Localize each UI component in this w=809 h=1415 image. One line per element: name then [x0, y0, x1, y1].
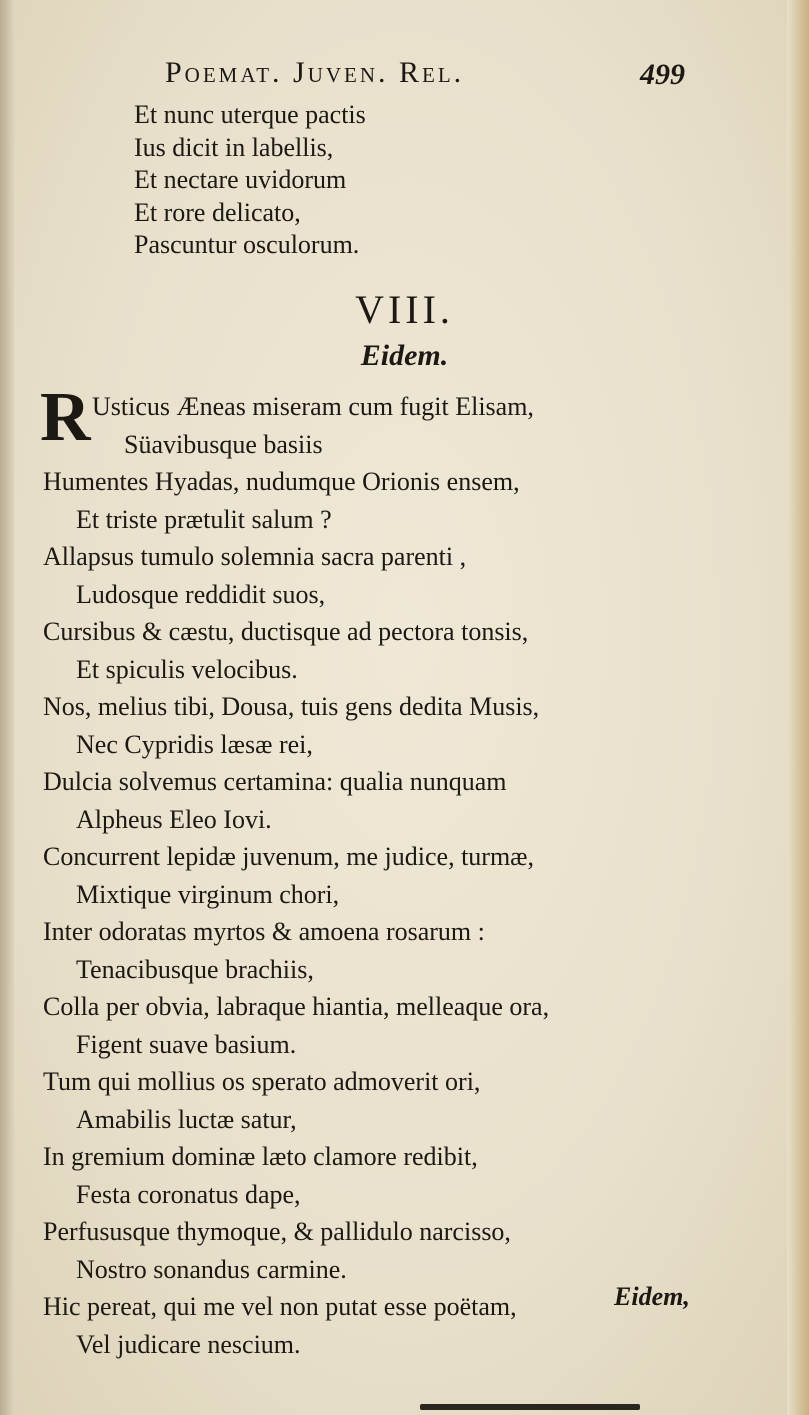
poem-line: Dulcia solvemus certamina: qualia nunquam: [43, 767, 507, 796]
poem-line: Allapsus tumulo solemnia sacra parenti ,: [43, 542, 467, 571]
opening-verse: [134, 99, 366, 262]
poem-line: Tum qui mollius os sperato admoverit ori,: [43, 1067, 481, 1096]
poem-line: Figent suave basium.: [76, 1029, 297, 1059]
bottom-page-edge: [420, 1404, 640, 1410]
poem-line: Ludosque reddidit suos,: [76, 579, 326, 609]
page-edge-shadow: [787, 0, 809, 1415]
poem-line: Et triste prætulit salum ?: [76, 504, 332, 534]
page-gutter-shadow: [0, 0, 14, 1415]
running-head: Poemat. Juven. Rel.: [165, 56, 465, 89]
page-number: 499: [640, 58, 685, 91]
poem-line: Hic pereat, qui me vel non putat esse poëtam,: [43, 1292, 517, 1321]
poem-line: Vel judicare nescium.: [76, 1329, 301, 1359]
poem-line: Concurrent lepidæ juvenum, me judice, turmæ,: [43, 842, 535, 871]
poem-lines: [40, 379, 760, 1363]
page-header: [0, 52, 809, 96]
verse-line: Et nectare uvidorum: [134, 165, 347, 194]
catchword: Eidem,: [614, 1282, 690, 1311]
verse-line: Et nunc uterque pactis: [134, 100, 366, 129]
section-title: Eidem.: [360, 339, 449, 372]
poem-line: Alpheus Eleo Iovi.: [76, 804, 272, 834]
poem-line: Colla per obvia, labraque hiantia, melleaque ora,: [43, 992, 550, 1021]
section-numeral: VIII.: [355, 287, 454, 332]
poem-line: Usticus Æneas miseram cum fugit Elisam,: [92, 392, 534, 421]
poem-line: Cursibus & cæstu, ductisque ad pectora tonsis,: [43, 617, 529, 646]
poem-line: Mixtique virginum chori,: [76, 879, 340, 909]
verse-line: Ius dicit in labellis,: [134, 132, 334, 162]
verse-line: Pascuntur osculorum.: [134, 230, 360, 259]
poem-line: Nec Cypridis læsæ rei,: [76, 729, 313, 759]
poem-line: Et spiculis velocibus.: [76, 654, 298, 684]
poem-line: Humentes Hyadas, nudumque Orionis ensem,: [43, 467, 520, 496]
poem-line: Tenacibusque brachiis,: [76, 954, 314, 984]
poem-line: Nos, melius tibi, Dousa, tuis gens dedita Musis,: [43, 692, 540, 721]
poem-line: In gremium dominæ læto clamore redibit,: [43, 1142, 478, 1171]
poem-line: Nostro sonandus carmine.: [76, 1254, 347, 1284]
poem-line: Süavibusque basiis: [124, 429, 323, 459]
poem-line: Inter odoratas myrtos & amoena rosarum :: [43, 917, 485, 946]
verse-line: Et rore delicato,: [134, 197, 301, 227]
poem-body: [40, 379, 760, 1363]
poem-line: Perfususque thymoque, & pallidulo narcisso,: [43, 1217, 511, 1246]
poem-line: Festa coronatus dape,: [76, 1179, 301, 1209]
drop-cap: R: [40, 379, 91, 456]
poem-line: Amabilis luctæ satur,: [76, 1104, 297, 1134]
